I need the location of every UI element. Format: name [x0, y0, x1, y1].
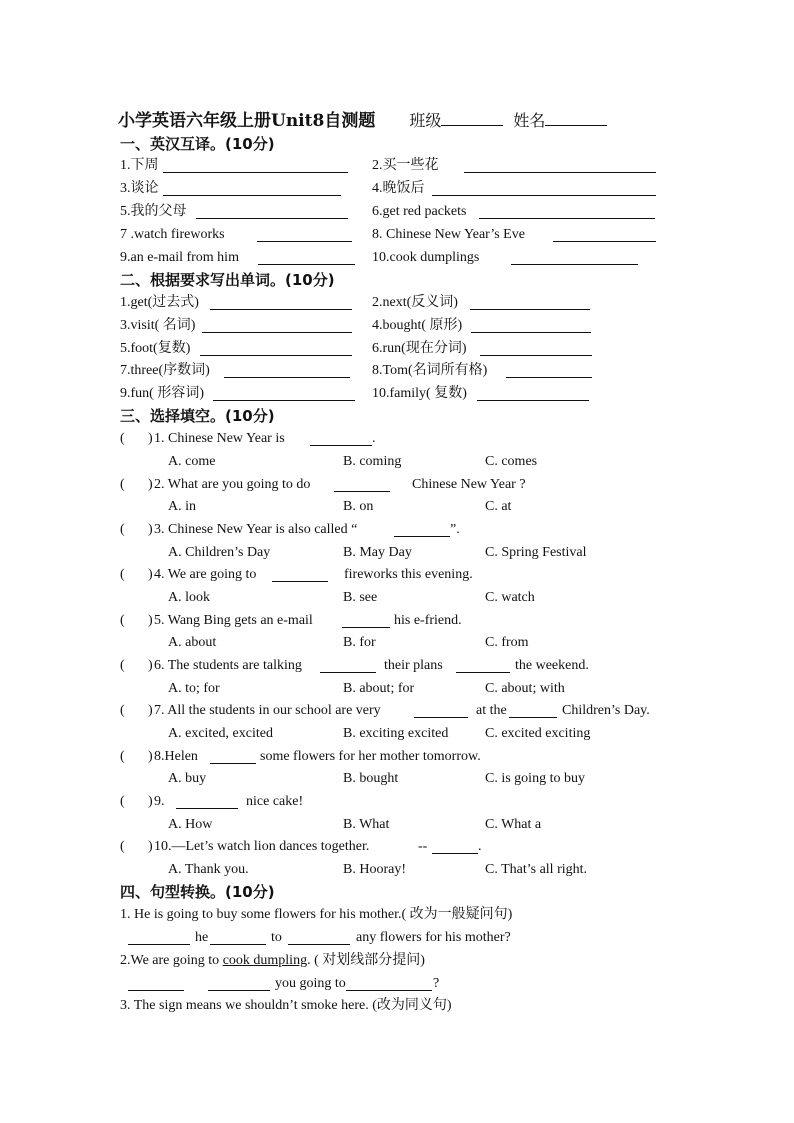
answer-blank[interactable] [176, 794, 238, 809]
option-b[interactable]: B. May Day [343, 545, 412, 560]
option-a[interactable]: A. to; for [168, 681, 220, 696]
section-2-heading: 二、根据要求写出单词。(10分) [120, 271, 335, 289]
part1-item: 8. Chinese New Year’s Eve [372, 227, 525, 242]
answer-text: ? [433, 976, 440, 991]
question-text: 10.—Let’s watch lion dances together. [154, 839, 370, 854]
answer-blank[interactable] [471, 318, 591, 333]
question-text: 9. [154, 794, 165, 809]
question-text: their plans [384, 658, 443, 673]
section-4-heading: 四、句型转换。(10分) [120, 883, 275, 901]
answer-bracket-close: ) [148, 658, 153, 673]
answer-bracket-open: ( [120, 613, 125, 628]
part1-item: 3.谈论 [120, 181, 159, 196]
part2-item: 8.Tom(名词所有格) [372, 363, 488, 378]
answer-blank[interactable] [432, 181, 656, 196]
rewrite-question [120, 951, 425, 971]
part2-item: 6.run(现在分词) [372, 341, 467, 356]
question-text: ”. [450, 522, 460, 537]
question-text: 3. Chinese New Year is also called “ [154, 522, 358, 537]
answer-blank[interactable] [210, 295, 352, 310]
option-a[interactable]: A. Children’s Day [168, 545, 271, 560]
option-c[interactable]: C. at [485, 499, 512, 514]
answer-blank[interactable] [163, 181, 341, 196]
answer-bracket-close: ) [148, 567, 153, 582]
question-text: 5. Wang Bing gets an e-mail [154, 613, 313, 628]
answer-blank[interactable] [200, 341, 352, 356]
question-text: . [478, 839, 482, 854]
part2-item: 5.foot(复数) [120, 341, 191, 356]
question-text: fireworks this evening. [344, 567, 473, 582]
question-text: Chinese New Year ? [412, 477, 526, 492]
part2-item: 2.next(反义词) [372, 295, 458, 310]
question-text: 2.We are going to [120, 953, 220, 968]
option-a[interactable]: A. look [168, 590, 210, 605]
option-c[interactable]: C. watch [485, 590, 535, 605]
question-text: 4. We are going to [154, 567, 257, 582]
option-b[interactable]: B. Hooray! [343, 862, 406, 877]
answer-bracket-open: ( [120, 703, 125, 718]
answer-bracket-open: ( [120, 658, 125, 673]
answer-blank[interactable] [334, 477, 390, 492]
class-label: 班级 [409, 111, 442, 130]
question-text: . [372, 431, 376, 446]
question-text: -- [418, 839, 428, 854]
answer-bracket-close: ) [148, 477, 153, 492]
answer-bracket-close: ) [148, 749, 153, 764]
answer-bracket-open: ( [120, 567, 125, 582]
question-text: 7. All the students in our school are very [154, 703, 381, 718]
answer-blank[interactable] [479, 204, 655, 219]
answer-blank[interactable] [320, 658, 376, 673]
question-text: 2. What are you going to do [154, 477, 311, 492]
option-c[interactable]: C. is going to buy [485, 771, 585, 786]
part1-item: 5.我的父母 [120, 204, 187, 219]
question-text: 6. The students are talking [154, 658, 302, 673]
option-b[interactable]: B. for [343, 635, 376, 650]
question-text: his e-friend. [394, 613, 462, 628]
option-c[interactable]: C. from [485, 635, 529, 650]
answer-bracket-close: ) [148, 613, 153, 628]
class-blank[interactable] [441, 111, 503, 126]
answer-blank[interactable] [258, 250, 355, 265]
question-text: 1. Chinese New Year is [154, 431, 285, 446]
answer-blank[interactable] [342, 613, 390, 628]
answer-bracket-close: ) [148, 431, 153, 446]
answer-blank[interactable] [470, 295, 590, 310]
answer-blank[interactable] [477, 386, 589, 401]
answer-blank[interactable] [128, 930, 190, 945]
question-text: the weekend. [515, 658, 589, 673]
answer-text: you going to [275, 976, 346, 991]
answer-blank[interactable] [224, 363, 350, 378]
option-a[interactable]: A. come [168, 454, 216, 469]
answer-blank[interactable] [346, 976, 432, 991]
answer-blank[interactable] [128, 976, 184, 991]
part1-item: 1.下周 [120, 158, 159, 173]
option-c[interactable]: C. Spring Festival [485, 545, 587, 560]
part2-item: 1.get(过去式) [120, 295, 199, 310]
part2-item: 7.three(序数词) [120, 363, 210, 378]
answer-blank[interactable] [432, 839, 478, 854]
answer-blank[interactable] [509, 703, 557, 718]
question-text: . ( 对划线部分提问) [307, 953, 425, 968]
answer-blank[interactable] [464, 158, 656, 173]
answer-blank[interactable] [208, 976, 270, 991]
question-text: Children’s Day. [562, 703, 650, 718]
answer-bracket-close: ) [148, 839, 153, 854]
answer-bracket-open: ( [120, 522, 125, 537]
name-blank[interactable] [545, 111, 607, 126]
rewrite-question: 1. He is going to buy some flowers for his mother.( 改为一般疑问句) [120, 907, 513, 922]
answer-blank[interactable] [394, 522, 450, 537]
answer-bracket-open: ( [120, 477, 125, 492]
option-c[interactable]: C. comes [485, 454, 538, 469]
question-text: some flowers for her mother tomorrow. [260, 749, 481, 764]
answer-blank[interactable] [272, 567, 328, 582]
answer-blank[interactable] [414, 703, 468, 718]
part2-item: 4.bought( 原形) [372, 318, 463, 333]
part1-item: 4.晚饭后 [372, 181, 425, 196]
question-text: nice cake! [246, 794, 304, 809]
option-c[interactable]: C. excited exciting [485, 726, 591, 741]
option-b[interactable]: B. see [343, 590, 378, 605]
part2-item: 10.family( 复数) [372, 386, 467, 401]
option-a[interactable]: A. about [168, 635, 217, 650]
name-label: 姓名 [513, 111, 546, 130]
option-a[interactable]: A. buy [168, 771, 207, 786]
answer-blank[interactable] [511, 250, 638, 265]
answer-blank[interactable] [553, 227, 656, 242]
option-b[interactable]: B. about; for [343, 681, 415, 696]
option-a[interactable]: A. Thank you. [168, 862, 249, 877]
question-text: at the [476, 703, 507, 718]
answer-bracket-open: ( [120, 839, 125, 854]
answer-text: any flowers for his mother? [356, 930, 511, 945]
answer-bracket-open: ( [120, 794, 125, 809]
answer-bracket-open: ( [120, 749, 125, 764]
worksheet-title [118, 106, 607, 131]
rewrite-question: 3. The sign means we shouldn’t smoke here. (改为同义句) [120, 998, 452, 1013]
answer-blank[interactable] [213, 386, 355, 401]
option-c[interactable]: C. That’s all right. [485, 862, 588, 877]
part1-item: 10.cook dumplings [372, 250, 480, 265]
answer-bracket-close: ) [148, 522, 153, 537]
answer-blank[interactable] [196, 204, 348, 219]
section-3-heading: 三、选择填空。(10分) [120, 407, 275, 425]
answer-blank[interactable] [257, 227, 352, 242]
option-a[interactable]: A. in [168, 499, 196, 514]
answer-blank[interactable] [456, 658, 510, 673]
part2-item: 3.visit( 名词) [120, 318, 196, 333]
answer-bracket-close: ) [148, 703, 153, 718]
answer-blank[interactable] [202, 318, 352, 333]
answer-text: he [195, 930, 209, 945]
answer-blank[interactable] [310, 431, 372, 446]
option-b[interactable]: B. coming [343, 454, 402, 469]
part1-item: 2.买一些花 [372, 158, 439, 173]
answer-blank[interactable] [288, 930, 350, 945]
option-b[interactable]: B. on [343, 499, 374, 514]
answer-blank[interactable] [210, 749, 256, 764]
part1-item: 7 .watch fireworks [120, 227, 225, 242]
answer-blank[interactable] [480, 341, 592, 356]
option-b[interactable]: B. exciting excited [343, 726, 449, 741]
question-text: 8.Helen [154, 749, 198, 764]
option-b[interactable]: B. bought [343, 771, 399, 786]
answer-text: to [271, 930, 282, 945]
answer-blank[interactable] [210, 930, 266, 945]
title-text: 小学英语六年级上册Unit8自测题 [118, 111, 376, 131]
option-a[interactable]: A. excited, excited [168, 726, 273, 741]
option-a[interactable]: A. How [168, 817, 213, 832]
answer-bracket-close: ) [148, 794, 153, 809]
part2-item: 9.fun( 形容词) [120, 386, 204, 401]
option-b[interactable]: B. What [343, 817, 390, 832]
option-c[interactable]: C. What a [485, 817, 542, 832]
section-1-heading: 一、英汉互译。(10分) [120, 135, 275, 153]
answer-blank[interactable] [506, 363, 592, 378]
answer-blank[interactable] [163, 158, 348, 173]
answer-bracket-open: ( [120, 431, 125, 446]
option-c[interactable]: C. about; with [485, 681, 565, 696]
part1-item: 6.get red packets [372, 204, 467, 219]
underlined-phrase: cook dumpling [222, 953, 308, 968]
part1-item: 9.an e-mail from him [120, 250, 239, 265]
